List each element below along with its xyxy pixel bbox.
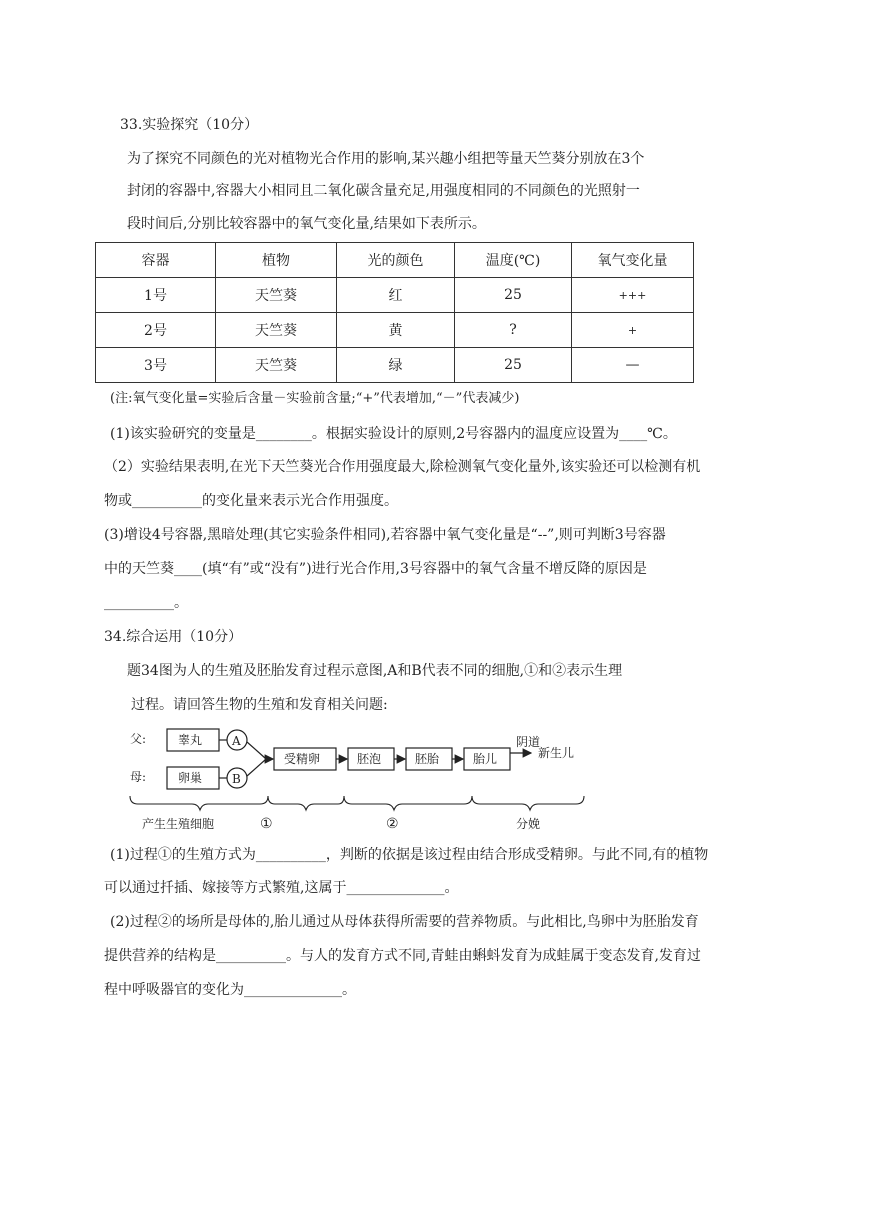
- q33-question-line: (3)增设4号容器,黑暗处理(其它实验条件相同),若容器中氧气变化量是“--”,则可判断3号容器: [104, 527, 666, 543]
- table-header-row: [96, 243, 694, 278]
- q34-question-line: (2)过程②的场所是母体的,胎儿通过从母体获得所需要的营养物质。与此相比,鸟卵中为胚胎发育: [110, 914, 699, 930]
- brace: [344, 796, 472, 810]
- fertilization-line: [247, 742, 265, 758]
- cell-a-label: A: [232, 734, 241, 748]
- table-cell: +++: [572, 278, 694, 313]
- germ-cell-label: 产生生殖细胞: [142, 817, 215, 831]
- table-cell: 黄: [337, 313, 455, 348]
- q34-question-line: 提供营养的结构是__________。与人的发育方式不同,青蛙由蝌蚪发育为成蛙属于变态发育,发育过: [104, 948, 701, 964]
- cell-b-label: B: [232, 772, 241, 786]
- embryo-label: 胚胎: [415, 752, 440, 766]
- table-header-cell: 氧气变化量: [572, 243, 694, 278]
- table-header-cell: 光的颜色: [337, 243, 455, 278]
- table-note: (注:氧气变化量=实验后含量－实验前含量;“+”代表增加,“－”代表减少): [110, 391, 520, 406]
- table-cell: 天竺葵: [216, 313, 337, 348]
- brace: [472, 796, 584, 810]
- q34-question-line: 程中呼吸器官的变化为______________。: [104, 982, 356, 998]
- table-header-cell: 温度(℃): [455, 243, 572, 278]
- brace: [268, 796, 344, 810]
- q33-question-line: 中的天竺葵____(填“有”或“没有”)进行光合作用,3号容器中的氧气含量不增反降的原因是: [104, 561, 647, 577]
- q33-intro-line: 为了探究不同颜色的光对植物光合作用的影响,某兴趣小组把等量天竺葵分别放在3个: [127, 151, 645, 167]
- brace: [130, 796, 268, 810]
- mother-label: 母:: [130, 770, 147, 784]
- table-cell: 25: [455, 278, 572, 313]
- q33-question-line: (1)该实验研究的变量是________。根据实验设计的原则,2号容器内的温度应设置为____℃。: [110, 426, 677, 442]
- table-cell: 25: [455, 348, 572, 383]
- table-cell: 天竺葵: [216, 348, 337, 383]
- newborn-label: 新生儿: [538, 746, 575, 760]
- table-row: [96, 313, 694, 348]
- reproduction-diagram: [128, 722, 588, 834]
- q33-question-line: __________。: [104, 595, 188, 611]
- vagina-label: 阴道: [516, 735, 541, 749]
- testis-label: 睾丸: [178, 733, 203, 747]
- table-cell: 2号: [96, 313, 216, 348]
- father-label: 父:: [130, 732, 147, 746]
- table-row: [96, 278, 694, 313]
- q33-question-line: （2）实验结果表明,在光下天竺葵光合作用强度最大,除检测氧气变化量外,该实验还可以检测有机: [104, 459, 701, 475]
- q33-intro-line: 封闭的容器中,容器大小相同且二氧化碳含量充足,用强度相同的不同颜色的光照射一: [127, 183, 640, 199]
- table-cell: 3号: [96, 348, 216, 383]
- table-cell: ?: [455, 313, 572, 348]
- experiment-table: [95, 242, 694, 383]
- table-cell: 绿: [337, 348, 455, 383]
- fetus-label: 胎儿: [473, 752, 498, 766]
- q33-title: 33.实验探究（10分）: [120, 117, 259, 133]
- q34-question-line: 可以通过扦插、嫁接等方式繁殖,这属于______________。: [104, 880, 459, 896]
- ovary-label: 卵巢: [178, 771, 203, 785]
- q33-intro-line: 段时间后,分别比较容器中的氧气变化量,结果如下表所示。: [127, 216, 486, 232]
- q33-question-line: 物或__________的变化量来表示光合作用强度。: [104, 493, 398, 509]
- table-cell: —: [572, 348, 694, 383]
- table-header-cell: 植物: [216, 243, 337, 278]
- zygote-label: 受精卵: [284, 752, 321, 766]
- table-cell: +: [572, 313, 694, 348]
- table-cell: 1号: [96, 278, 216, 313]
- birth-label: 分娩: [516, 817, 541, 831]
- fertilization-line: [247, 760, 265, 776]
- blastocyst-label: 胚泡: [357, 752, 382, 766]
- table-row: [96, 348, 694, 383]
- process-2-label: ②: [386, 816, 399, 832]
- q34-title: 34.综合运用（10分）: [104, 629, 243, 645]
- process-1-label: ①: [260, 816, 273, 832]
- table-cell: 天竺葵: [216, 278, 337, 313]
- q34-intro-line: 题34图为人的生殖及胚胎发育过程示意图,A和B代表不同的细胞,①和②表示生理: [127, 663, 623, 679]
- q34-question-line: (1)过程①的生殖方式为__________，判断的依据是该过程由结合形成受精卵。与此不同,有的植物: [110, 847, 709, 863]
- table-cell: 红: [337, 278, 455, 313]
- q34-intro-line: 过程。请回答生物的生殖和发育相关问题:: [131, 697, 388, 713]
- table-header-cell: 容器: [96, 243, 216, 278]
